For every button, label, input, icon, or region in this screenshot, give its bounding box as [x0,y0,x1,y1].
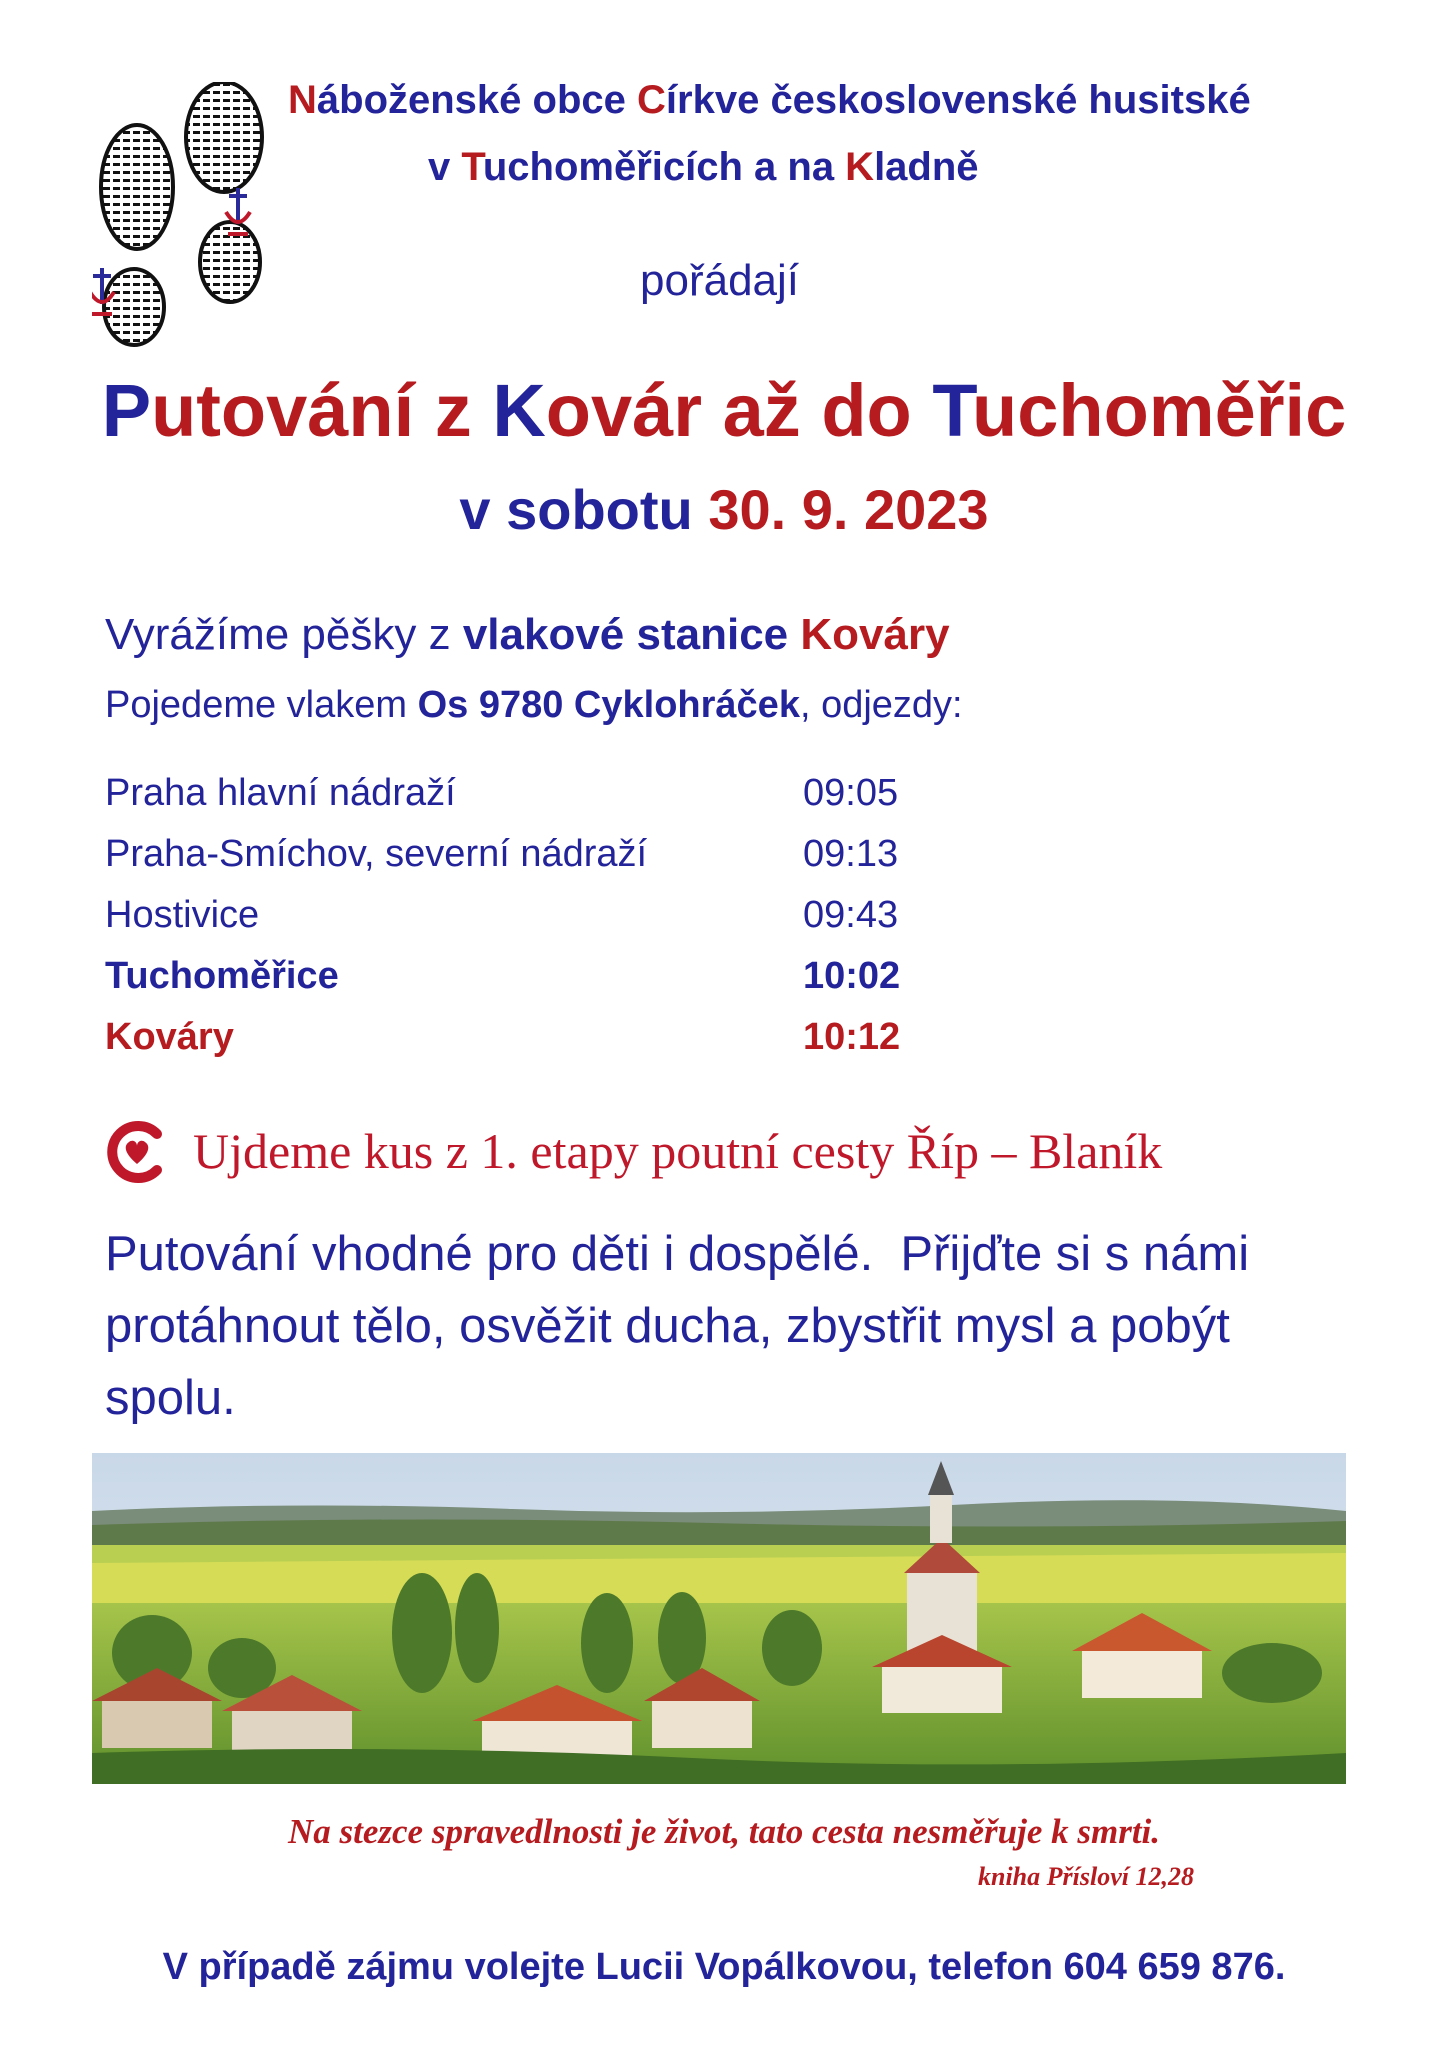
date-prefix: v sobotu [459,478,709,541]
pilgrimage-route-note: Ujdeme kus z 1. etapy poutní cesty Říp – Blaník [193,1123,1163,1179]
description-line: protáhnout tělo, osvěžit ducha, zbystřit mysl a pobýt [105,1299,1230,1353]
schedule-row [105,1016,1005,1072]
schedule-row [105,772,1005,828]
departure-station-type: vlakové stanice [462,610,801,659]
train-text: , odjezdy: [799,684,963,726]
schedule-time: 09:43 [803,894,899,936]
organize-verb: pořádají [640,256,800,305]
date-value: 30. 9. 2023 [708,478,989,541]
schedule-station: Praha-Smíchov, severní nádraží [105,833,648,875]
org-text: ladně [874,145,979,189]
org-text: áboženské obce [316,78,638,122]
schedule-time: 09:13 [803,833,899,875]
org-initial-c: C [637,78,666,122]
title-text: ovár až do [545,369,933,452]
schedule-row [105,894,1005,950]
org-text: írkve československé husitské [665,78,1251,122]
title-initial: P [101,369,152,452]
schedule-time: 09:05 [803,772,899,814]
organizer-line-2 [428,145,979,190]
heart-c-pilgrimage-icon [105,1120,169,1184]
event-description [105,1218,1365,1434]
schedule-station: Praha hlavní nádraží [105,772,456,814]
train-text: Pojedeme vlakem [105,684,418,726]
departure-station-name: Kováry [800,610,950,659]
schedule-station: Kováry [105,1016,234,1058]
title-initial: T [932,369,973,452]
schedule-row [105,833,1005,889]
event-date [0,477,1448,542]
organizer-line-1 [288,78,1251,123]
org-text: v [428,145,462,189]
contact-info: V případě zájmu volejte Lucii Vopálkovou, telefon 604 659 876. [162,1946,1286,1988]
schedule-row [105,955,1005,1011]
schedule-station: Tuchoměřice [105,955,339,997]
village-landscape-photo [92,1453,1346,1784]
title-text: utování z [151,369,493,452]
footprints-chalice-logo-icon [92,82,277,352]
departure-info [105,610,950,660]
schedule-time: 10:12 [803,1016,901,1058]
org-initial-k: K [845,145,875,189]
bible-quote: Na stezce spravedlnosti je život, tato cesta nesměřuje k smrti. [287,1812,1161,1851]
org-initial-n: N [288,78,317,122]
page-title [0,368,1448,453]
schedule-time: 10:02 [803,955,901,997]
title-text: uchoměřic [972,369,1347,452]
train-name: Os 9780 Cyklohráček [417,684,800,726]
org-text: uchoměřicích a na [482,145,846,189]
description-line: spolu. [105,1371,236,1425]
org-initial-t: T [461,145,483,189]
title-initial: K [492,369,546,452]
bible-quote-reference: kniha Přísloví 12,28 [978,1862,1194,1891]
departure-text: Vyrážíme pěšky z [105,610,463,659]
description-line: Putování vhodné pro děti i dospělé. Přijďte si s námi [105,1227,1250,1281]
train-info [105,684,963,727]
schedule-station: Hostivice [105,894,260,936]
